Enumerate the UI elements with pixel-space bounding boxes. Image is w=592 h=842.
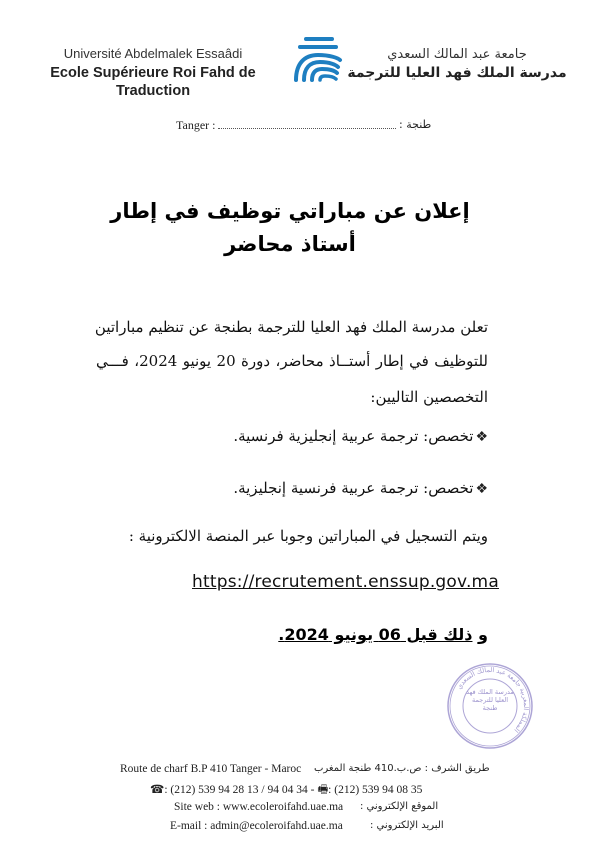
body-paragraph-line-1: تعلن مدرسة الملك فهد العليا للترجمة بطنجة عن تنظيم مباراتين <box>94 318 488 336</box>
university-name-ar: جامعة عبد المالك السعدي <box>387 47 527 62</box>
deadline-date: ذلك قبل 06 يونيو 2024. <box>278 625 473 644</box>
phone-numbers: ☎: (212) 539 94 28 13 / 94 04 34 - 🖷: (212) 539 94 08 35 <box>150 784 423 796</box>
specialty-1-text: تخصص: ترجمة عربية إنجليزية فرنسية. <box>233 427 474 445</box>
body-paragraph-line-2: للتوظيف في إطار أستــاذ محاضر، دورة 20 يونيو 2024، فـــي <box>96 352 488 370</box>
website-ar: الموقع الإلكتروني : <box>360 801 439 812</box>
specialty-item-1 <box>233 427 488 445</box>
diamond-bullet-icon: ❖ <box>475 481 488 497</box>
header-french <box>28 46 278 100</box>
registration-link[interactable]: https://recrutement.enssup.gov.ma <box>192 572 499 592</box>
specialty-item-2 <box>233 479 488 497</box>
address-fr: Route de charf B.P 410 Tanger - Maroc <box>120 763 302 775</box>
diamond-bullet-icon: ❖ <box>475 429 488 445</box>
website-fr[interactable]: Site web : www.ecoleroifahd.uae.ma <box>174 801 344 813</box>
school-name-ar: مدرسة الملك فهد العليا للترجمة <box>347 65 567 81</box>
school-name-fr: Ecole Supérieure Roi Fahd de Traduction <box>50 65 256 99</box>
deadline-prefix: و <box>478 625 488 644</box>
deadline-text <box>278 625 488 644</box>
university-name-fr: Université Abdelmalek Essaâdi <box>63 46 243 61</box>
stamp-ring-text: المملكة المغربية جامعة عبد المالك السعدي <box>455 665 531 735</box>
city-label-ar: طنجة : <box>399 118 432 131</box>
stamp-inner-text: مدرسة الملك فهد العليا للترجمة طنجة <box>466 688 514 712</box>
date-dotted-line <box>218 121 396 129</box>
official-stamp <box>446 662 534 750</box>
registration-text: ويتم التسجيل في المباراتين وجوبا عبر المنصة الالكترونية : <box>128 527 488 545</box>
email-ar: البريد الإلكتروني : <box>370 820 444 831</box>
announcement-title: إعلان عن مباراتي توظيف في إطار أستاذ محاضر <box>110 199 470 256</box>
body-paragraph-line-3: التخصصين التاليين: <box>370 388 488 406</box>
header-arabic <box>342 46 572 83</box>
city-label-fr: Tanger : <box>176 118 216 132</box>
address-ar: طريق الشرف : ص.ب.410 طنجة المغرب <box>314 763 490 774</box>
specialty-2-text: تخصص: ترجمة عربية فرنسية إنجليزية. <box>233 479 474 497</box>
school-logo <box>290 36 344 82</box>
email-fr[interactable]: E-mail : admin@ecoleroifahd.uae.ma <box>170 820 343 832</box>
